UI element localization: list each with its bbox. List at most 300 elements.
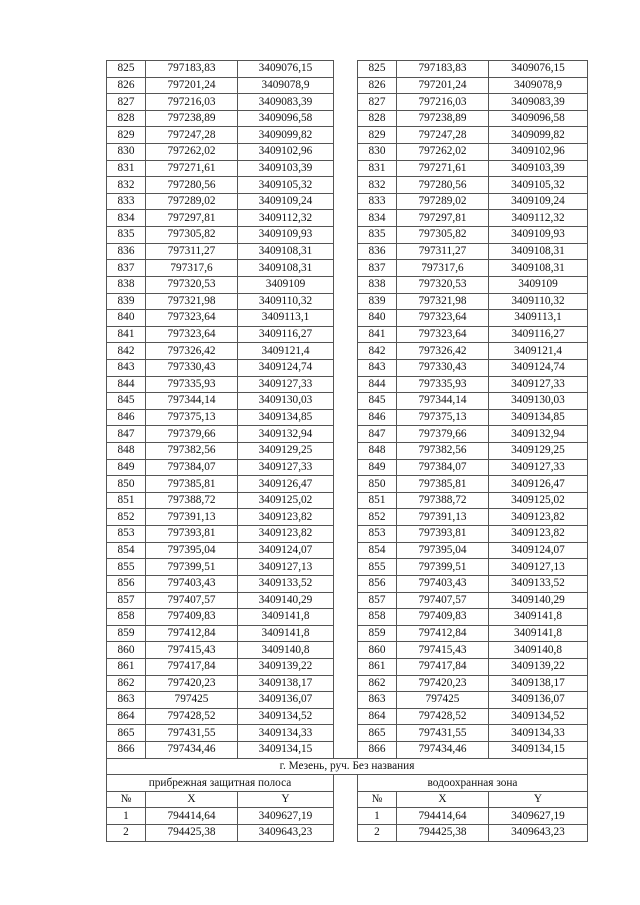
left-point-number-cell: 839 (107, 293, 146, 310)
left-point-number-cell: 864 (107, 708, 146, 725)
left-point-number-cell: 828 (107, 110, 146, 127)
column-gap (334, 260, 358, 277)
right-point-number-cell: 864 (358, 708, 397, 725)
right-y-coordinate-cell: 3409127,13 (489, 559, 588, 576)
table-row (107, 476, 588, 493)
column-gap (334, 741, 358, 758)
table-row (107, 144, 588, 161)
column-gap (334, 110, 358, 127)
right-point-number-cell: 847 (358, 426, 397, 443)
column-gap (334, 459, 358, 476)
right-point-number-cell: 853 (358, 526, 397, 543)
table-row (107, 326, 588, 343)
right-y-coordinate-cell: 3409138,17 (489, 675, 588, 692)
left-y-coordinate-cell: 3409113,1 (238, 310, 334, 327)
right-point-number-cell: 2 (358, 825, 397, 842)
left-x-coordinate-cell: 797247,28 (146, 127, 238, 144)
left-point-number-cell: 850 (107, 476, 146, 493)
right-y-coordinate-cell: 3409099,82 (489, 127, 588, 144)
left-y-coordinate-cell: 3409078,9 (238, 77, 334, 94)
left-y-coordinate-cell: 3409099,82 (238, 127, 334, 144)
right-y-coordinate-cell: 3409124,74 (489, 359, 588, 376)
left-x-coordinate-cell: 797385,81 (146, 476, 238, 493)
column-gap (334, 675, 358, 692)
left-x-coordinate-cell: 797379,66 (146, 426, 238, 443)
left-point-number-cell: 835 (107, 227, 146, 244)
left-point-number-cell: 858 (107, 609, 146, 626)
column-gap (334, 310, 358, 327)
right-point-number-cell: 844 (358, 376, 397, 393)
right-x-coordinate-cell: 797289,02 (397, 193, 489, 210)
left-x-coordinate-cell: 797271,61 (146, 160, 238, 177)
left-point-number-cell: 831 (107, 160, 146, 177)
left-point-number-cell: 841 (107, 326, 146, 343)
column-gap (334, 276, 358, 293)
right-x-coordinate-cell: 797320,53 (397, 276, 489, 293)
right-point-number-cell: 858 (358, 609, 397, 626)
table-row (107, 127, 588, 144)
left-x-coordinate-cell: 797399,51 (146, 559, 238, 576)
right-x-coordinate-cell: 794414,64 (397, 808, 489, 825)
right-point-number-cell: 860 (358, 642, 397, 659)
left-y-coordinate-cell: 3409126,47 (238, 476, 334, 493)
left-x-coordinate-cell: 797320,53 (146, 276, 238, 293)
right-point-number-cell: 832 (358, 177, 397, 194)
left-x-header: X (146, 791, 238, 808)
right-x-coordinate-cell: 797420,23 (397, 675, 489, 692)
table-row (107, 94, 588, 111)
right-point-number-cell: 834 (358, 210, 397, 227)
column-header-row (107, 791, 588, 808)
column-gap (334, 293, 358, 310)
right-x-coordinate-cell: 797317,6 (397, 260, 489, 277)
right-zone-caption: водоохранная зона (358, 775, 588, 792)
left-x-coordinate-cell: 797201,24 (146, 77, 238, 94)
right-x-coordinate-cell: 797297,81 (397, 210, 489, 227)
left-y-coordinate-cell: 3409134,85 (238, 409, 334, 426)
table-row (107, 542, 588, 559)
right-point-number-cell: 830 (358, 144, 397, 161)
right-y-coordinate-cell: 3409110,32 (489, 293, 588, 310)
left-x-coordinate-cell: 797425 (146, 692, 238, 709)
left-x-coordinate-cell: 797431,55 (146, 725, 238, 742)
right-y-coordinate-cell: 3409109,93 (489, 227, 588, 244)
right-point-number-cell: 835 (358, 227, 397, 244)
right-point-number-cell: 849 (358, 459, 397, 476)
column-gap (334, 708, 358, 725)
right-y-coordinate-cell: 3409133,52 (489, 575, 588, 592)
left-x-coordinate-cell: 797407,57 (146, 592, 238, 609)
right-y-coordinate-cell: 3409134,52 (489, 708, 588, 725)
right-x-coordinate-cell: 797391,13 (397, 509, 489, 526)
right-y-coordinate-cell: 3409124,07 (489, 542, 588, 559)
right-x-coordinate-cell: 797434,46 (397, 741, 489, 758)
right-point-number-cell: 854 (358, 542, 397, 559)
left-point-number-cell: 857 (107, 592, 146, 609)
right-y-coordinate-cell: 3409083,39 (489, 94, 588, 111)
table-row (107, 658, 588, 675)
right-point-number-cell: 862 (358, 675, 397, 692)
section-title: г. Мезень, руч. Без названия (107, 758, 588, 775)
right-x-coordinate-cell: 797393,81 (397, 526, 489, 543)
right-point-number-cell: 859 (358, 625, 397, 642)
right-x-coordinate-cell: 797415,43 (397, 642, 489, 659)
right-x-coordinate-cell: 797323,64 (397, 326, 489, 343)
left-x-coordinate-cell: 797344,14 (146, 393, 238, 410)
table-row (107, 393, 588, 410)
left-y-coordinate-cell: 3409102,96 (238, 144, 334, 161)
right-point-number-cell: 828 (358, 110, 397, 127)
left-point-number-cell: 836 (107, 243, 146, 260)
right-point-number-cell: 848 (358, 443, 397, 460)
column-gap (334, 243, 358, 260)
left-x-coordinate-cell: 797311,27 (146, 243, 238, 260)
right-y-coordinate-cell: 3409130,03 (489, 393, 588, 410)
left-point-number-cell: 844 (107, 376, 146, 393)
table-row (107, 177, 588, 194)
right-x-coordinate-cell: 797323,64 (397, 310, 489, 327)
left-y-coordinate-cell: 3409130,03 (238, 393, 334, 410)
left-x-coordinate-cell: 797330,43 (146, 359, 238, 376)
right-x-coordinate-cell: 794425,38 (397, 825, 489, 842)
left-point-number-cell: 838 (107, 276, 146, 293)
right-y-coordinate-cell: 3409134,33 (489, 725, 588, 742)
left-y-coordinate-cell: 3409083,39 (238, 94, 334, 111)
left-point-number-cell: 846 (107, 409, 146, 426)
right-x-coordinate-cell: 797330,43 (397, 359, 489, 376)
right-y-coordinate-cell: 3409105,32 (489, 177, 588, 194)
right-y-coordinate-cell: 3409127,33 (489, 459, 588, 476)
right-y-coordinate-cell: 3409127,33 (489, 376, 588, 393)
left-point-number-cell: 859 (107, 625, 146, 642)
column-gap (334, 393, 358, 410)
left-x-coordinate-cell: 797216,03 (146, 94, 238, 111)
section-caption-row (107, 775, 588, 792)
right-x-coordinate-cell: 797280,56 (397, 177, 489, 194)
right-x-coordinate-cell: 797425 (397, 692, 489, 709)
table-row (107, 708, 588, 725)
table-row (107, 227, 588, 244)
column-gap (334, 94, 358, 111)
left-y-coordinate-cell: 3409112,32 (238, 210, 334, 227)
left-y-coordinate-cell: 3409643,23 (238, 825, 334, 842)
right-point-number-cell: 855 (358, 559, 397, 576)
table-row (107, 243, 588, 260)
left-point-number-cell: 840 (107, 310, 146, 327)
column-gap (334, 609, 358, 626)
right-point-number-cell: 825 (358, 61, 397, 78)
left-y-coordinate-cell: 3409124,07 (238, 542, 334, 559)
column-gap (334, 509, 358, 526)
column-gap (334, 177, 358, 194)
right-point-number-cell: 865 (358, 725, 397, 742)
table-row (107, 592, 588, 609)
right-x-header: X (397, 791, 489, 808)
left-point-number-cell: 848 (107, 443, 146, 460)
left-x-coordinate-cell: 797305,82 (146, 227, 238, 244)
coordinates-table (106, 60, 588, 842)
column-gap (334, 559, 358, 576)
table-row (107, 509, 588, 526)
right-x-coordinate-cell: 797326,42 (397, 343, 489, 360)
left-y-coordinate-cell: 3409108,31 (238, 243, 334, 260)
left-x-coordinate-cell: 797289,02 (146, 193, 238, 210)
column-gap (334, 542, 358, 559)
right-y-coordinate-cell: 3409096,58 (489, 110, 588, 127)
left-point-number-cell: 856 (107, 575, 146, 592)
left-y-coordinate-cell: 3409132,94 (238, 426, 334, 443)
column-gap (334, 61, 358, 78)
right-y-header: Y (489, 791, 588, 808)
right-point-number-cell: 861 (358, 658, 397, 675)
left-point-number-cell: 827 (107, 94, 146, 111)
column-gap (334, 658, 358, 675)
left-x-coordinate-cell: 797420,23 (146, 675, 238, 692)
right-point-number-cell: 850 (358, 476, 397, 493)
right-point-number-cell: 837 (358, 260, 397, 277)
column-gap (334, 227, 358, 244)
right-y-coordinate-cell: 3409109,24 (489, 193, 588, 210)
right-y-coordinate-cell: 3409123,82 (489, 509, 588, 526)
table-row (107, 77, 588, 94)
right-x-coordinate-cell: 797375,13 (397, 409, 489, 426)
table-row (107, 741, 588, 758)
column-gap (334, 409, 358, 426)
right-x-coordinate-cell: 797385,81 (397, 476, 489, 493)
left-y-coordinate-cell: 3409110,32 (238, 293, 334, 310)
left-point-number-cell: 862 (107, 675, 146, 692)
right-y-coordinate-cell: 3409627,19 (489, 808, 588, 825)
left-point-number-cell: 842 (107, 343, 146, 360)
left-number-header: № (107, 791, 146, 808)
right-x-coordinate-cell: 797395,04 (397, 542, 489, 559)
left-point-number-cell: 834 (107, 210, 146, 227)
right-x-coordinate-cell: 797335,93 (397, 376, 489, 393)
table-row (107, 260, 588, 277)
table-row (107, 210, 588, 227)
table-row (107, 310, 588, 327)
right-x-coordinate-cell: 797403,43 (397, 575, 489, 592)
left-x-coordinate-cell: 797317,6 (146, 260, 238, 277)
right-point-number-cell: 840 (358, 310, 397, 327)
right-y-coordinate-cell: 3409125,02 (489, 492, 588, 509)
right-point-number-cell: 829 (358, 127, 397, 144)
left-x-coordinate-cell: 797403,43 (146, 575, 238, 592)
left-y-coordinate-cell: 3409108,31 (238, 260, 334, 277)
left-x-coordinate-cell: 797391,13 (146, 509, 238, 526)
column-gap (334, 825, 358, 842)
left-x-coordinate-cell: 797375,13 (146, 409, 238, 426)
right-point-number-cell: 846 (358, 409, 397, 426)
left-y-coordinate-cell: 3409133,52 (238, 575, 334, 592)
right-y-coordinate-cell: 3409123,82 (489, 526, 588, 543)
right-y-coordinate-cell: 3409108,31 (489, 243, 588, 260)
left-y-coordinate-cell: 3409627,19 (238, 808, 334, 825)
left-point-number-cell: 847 (107, 426, 146, 443)
left-y-coordinate-cell: 3409138,17 (238, 675, 334, 692)
right-y-coordinate-cell: 3409116,27 (489, 326, 588, 343)
left-x-coordinate-cell: 797382,56 (146, 443, 238, 460)
left-x-coordinate-cell: 797335,93 (146, 376, 238, 393)
table-row (107, 61, 588, 78)
left-point-number-cell: 825 (107, 61, 146, 78)
right-number-header: № (358, 791, 397, 808)
left-point-number-cell: 852 (107, 509, 146, 526)
left-x-coordinate-cell: 797326,42 (146, 343, 238, 360)
left-y-coordinate-cell: 3409123,82 (238, 526, 334, 543)
left-x-coordinate-cell: 794414,64 (146, 808, 238, 825)
right-y-coordinate-cell: 3409102,96 (489, 144, 588, 161)
left-y-coordinate-cell: 3409134,52 (238, 708, 334, 725)
right-x-coordinate-cell: 797305,82 (397, 227, 489, 244)
right-x-coordinate-cell: 797384,07 (397, 459, 489, 476)
left-point-number-cell: 866 (107, 741, 146, 758)
table-row (107, 692, 588, 709)
column-gap (334, 443, 358, 460)
right-y-coordinate-cell: 3409109 (489, 276, 588, 293)
right-x-coordinate-cell: 797379,66 (397, 426, 489, 443)
left-y-coordinate-cell: 3409141,8 (238, 625, 334, 642)
column-gap (334, 592, 358, 609)
left-x-coordinate-cell: 797323,64 (146, 310, 238, 327)
column-gap (334, 160, 358, 177)
right-y-coordinate-cell: 3409121,4 (489, 343, 588, 360)
table-row (107, 409, 588, 426)
right-x-coordinate-cell: 797201,24 (397, 77, 489, 94)
left-point-number-cell: 853 (107, 526, 146, 543)
right-y-coordinate-cell: 3409141,8 (489, 625, 588, 642)
table-row (107, 160, 588, 177)
table-row (107, 725, 588, 742)
column-gap (334, 725, 358, 742)
column-gap (334, 642, 358, 659)
right-x-coordinate-cell: 797388,72 (397, 492, 489, 509)
right-y-coordinate-cell: 3409140,8 (489, 642, 588, 659)
column-gap (334, 808, 358, 825)
column-gap (334, 343, 358, 360)
left-x-coordinate-cell: 797415,43 (146, 642, 238, 659)
right-point-number-cell: 839 (358, 293, 397, 310)
left-x-coordinate-cell: 797323,64 (146, 326, 238, 343)
table-row (107, 825, 588, 842)
left-point-number-cell: 854 (107, 542, 146, 559)
right-x-coordinate-cell: 797262,02 (397, 144, 489, 161)
left-point-number-cell: 830 (107, 144, 146, 161)
right-point-number-cell: 851 (358, 492, 397, 509)
right-x-coordinate-cell: 797271,61 (397, 160, 489, 177)
left-y-coordinate-cell: 3409116,27 (238, 326, 334, 343)
left-y-coordinate-cell: 3409123,82 (238, 509, 334, 526)
right-x-coordinate-cell: 797321,98 (397, 293, 489, 310)
table-row (107, 492, 588, 509)
left-y-coordinate-cell: 3409140,8 (238, 642, 334, 659)
table-row (107, 276, 588, 293)
table-row (107, 293, 588, 310)
table-row (107, 675, 588, 692)
left-x-coordinate-cell: 797409,83 (146, 609, 238, 626)
left-y-coordinate-cell: 3409121,4 (238, 343, 334, 360)
left-x-coordinate-cell: 797434,46 (146, 741, 238, 758)
right-point-number-cell: 856 (358, 575, 397, 592)
right-point-number-cell: 827 (358, 94, 397, 111)
column-gap (334, 193, 358, 210)
right-y-coordinate-cell: 3409140,29 (489, 592, 588, 609)
table-row (107, 343, 588, 360)
column-gap (334, 210, 358, 227)
left-y-coordinate-cell: 3409096,58 (238, 110, 334, 127)
right-y-coordinate-cell: 3409076,15 (489, 61, 588, 78)
right-point-number-cell: 843 (358, 359, 397, 376)
table-row (107, 526, 588, 543)
table-row (107, 642, 588, 659)
left-x-coordinate-cell: 797183,83 (146, 61, 238, 78)
right-x-coordinate-cell: 797183,83 (397, 61, 489, 78)
left-point-number-cell: 829 (107, 127, 146, 144)
left-x-coordinate-cell: 797297,81 (146, 210, 238, 227)
right-point-number-cell: 836 (358, 243, 397, 260)
left-point-number-cell: 855 (107, 559, 146, 576)
left-x-coordinate-cell: 797384,07 (146, 459, 238, 476)
right-point-number-cell: 831 (358, 160, 397, 177)
column-gap (334, 476, 358, 493)
table-row (107, 575, 588, 592)
column-gap (334, 326, 358, 343)
left-x-coordinate-cell: 797238,89 (146, 110, 238, 127)
right-x-coordinate-cell: 797399,51 (397, 559, 489, 576)
left-x-coordinate-cell: 797262,02 (146, 144, 238, 161)
left-point-number-cell: 2 (107, 825, 146, 842)
left-y-coordinate-cell: 3409103,39 (238, 160, 334, 177)
left-x-coordinate-cell: 797388,72 (146, 492, 238, 509)
column-gap (334, 526, 358, 543)
left-point-number-cell: 860 (107, 642, 146, 659)
right-x-coordinate-cell: 797407,57 (397, 592, 489, 609)
left-x-coordinate-cell: 797412,84 (146, 625, 238, 642)
table-row (107, 376, 588, 393)
left-x-coordinate-cell: 797428,52 (146, 708, 238, 725)
left-x-coordinate-cell: 797321,98 (146, 293, 238, 310)
column-gap (334, 492, 358, 509)
left-point-number-cell: 851 (107, 492, 146, 509)
table-row (107, 625, 588, 642)
right-y-coordinate-cell: 3409078,9 (489, 77, 588, 94)
right-point-number-cell: 857 (358, 592, 397, 609)
left-y-coordinate-cell: 3409109,24 (238, 193, 334, 210)
left-y-coordinate-cell: 3409141,8 (238, 609, 334, 626)
right-y-coordinate-cell: 3409134,15 (489, 741, 588, 758)
left-y-coordinate-cell: 3409125,02 (238, 492, 334, 509)
right-y-coordinate-cell: 3409132,94 (489, 426, 588, 443)
left-x-coordinate-cell: 797280,56 (146, 177, 238, 194)
right-y-coordinate-cell: 3409112,32 (489, 210, 588, 227)
right-x-coordinate-cell: 797216,03 (397, 94, 489, 111)
left-point-number-cell: 865 (107, 725, 146, 742)
left-point-number-cell: 837 (107, 260, 146, 277)
right-x-coordinate-cell: 797247,28 (397, 127, 489, 144)
table-row (107, 193, 588, 210)
right-y-coordinate-cell: 3409103,39 (489, 160, 588, 177)
right-point-number-cell: 1 (358, 808, 397, 825)
column-gap (334, 376, 358, 393)
column-gap (334, 426, 358, 443)
column-gap (334, 692, 358, 709)
left-y-coordinate-cell: 3409129,25 (238, 443, 334, 460)
left-point-number-cell: 826 (107, 77, 146, 94)
left-y-coordinate-cell: 3409076,15 (238, 61, 334, 78)
column-gap (334, 77, 358, 94)
right-point-number-cell: 842 (358, 343, 397, 360)
left-point-number-cell: 1 (107, 808, 146, 825)
